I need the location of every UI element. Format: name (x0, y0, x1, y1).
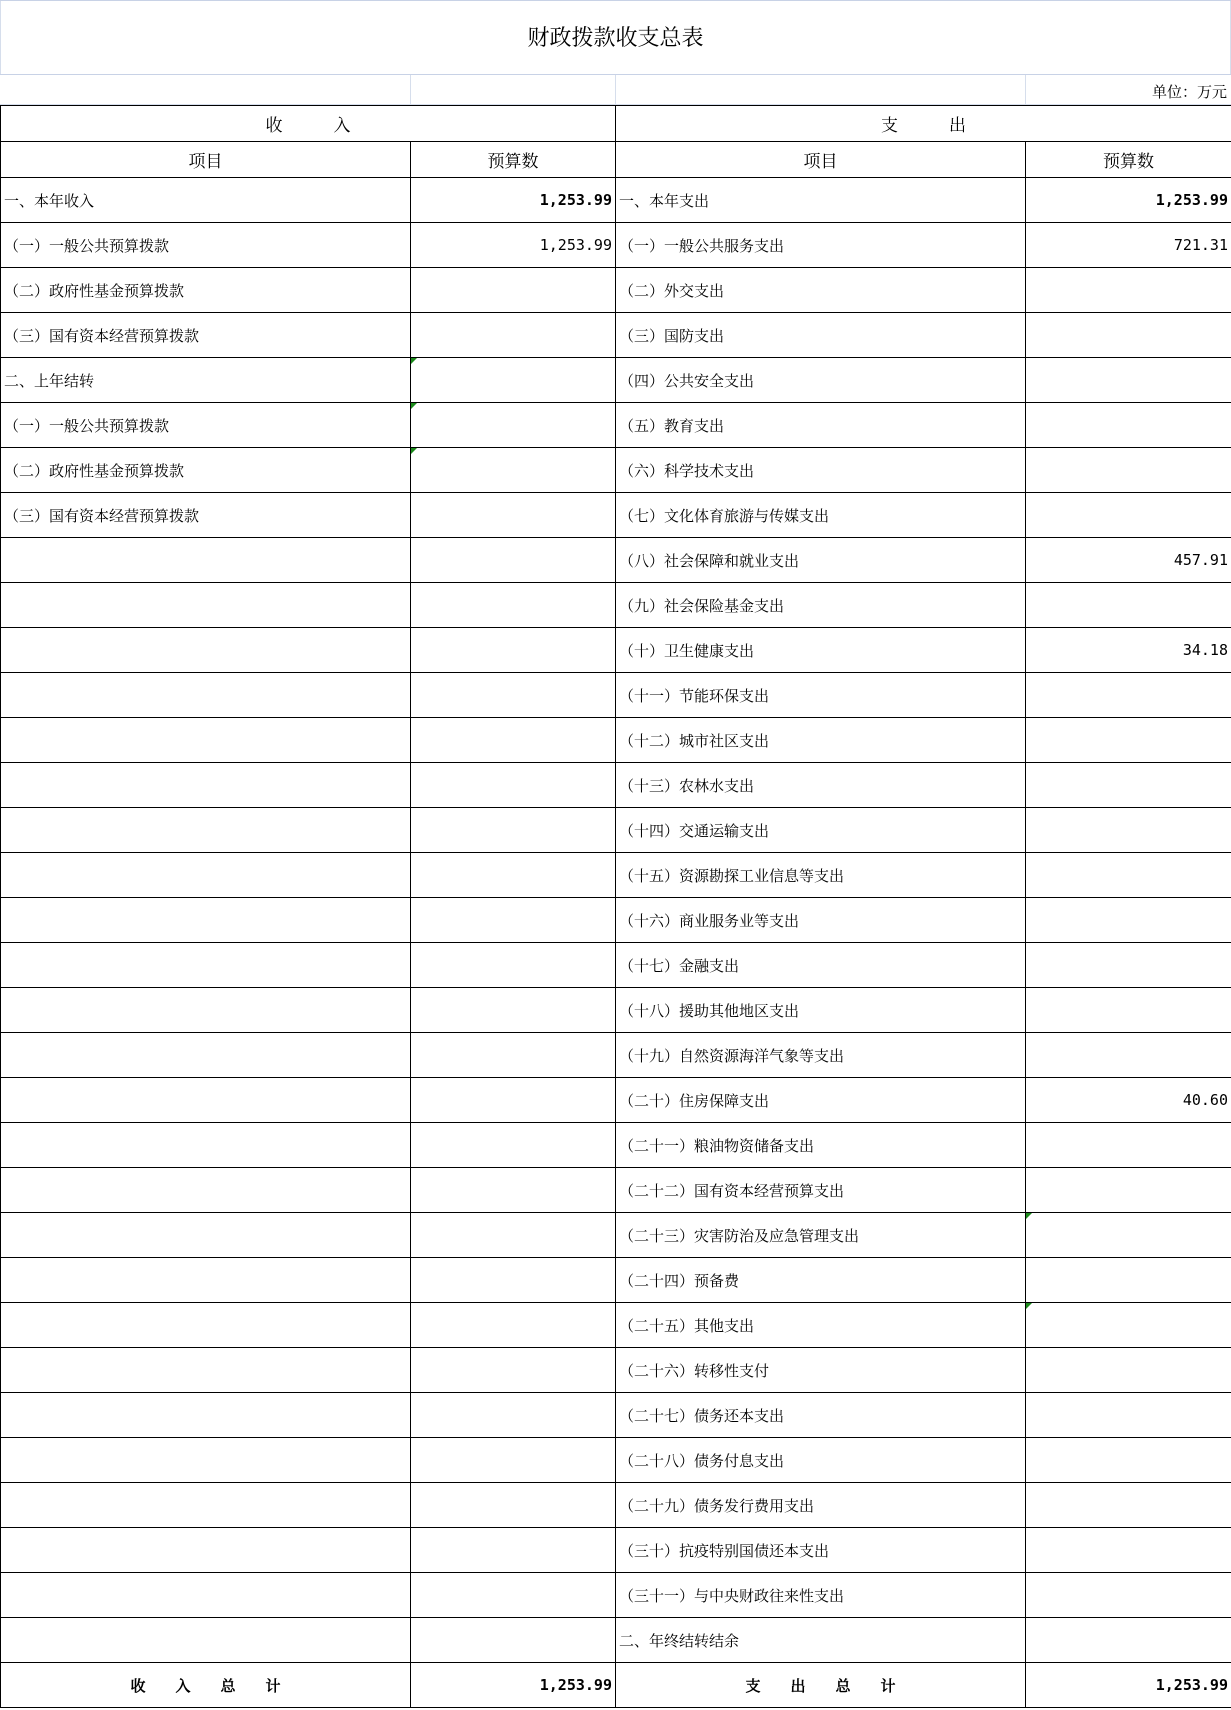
income-item-cell[interactable] (1, 718, 411, 763)
income-amount-cell[interactable] (411, 223, 616, 268)
expense-item-cell[interactable] (616, 268, 1026, 313)
income-amount-cell[interactable] (411, 628, 616, 673)
budget-table (0, 105, 1231, 1708)
table-row (1, 988, 1231, 1033)
expense-amount-cell[interactable] (1026, 1303, 1231, 1348)
expense-item-cell-text: （四）公共安全支出 (619, 371, 755, 390)
expense-item-cell[interactable] (616, 943, 1026, 988)
table-row (1, 808, 1231, 853)
expense-amount-cell[interactable] (1026, 1483, 1231, 1528)
expense-item-cell-text: （十）卫生健康支出 (619, 641, 755, 660)
income-amount-cell[interactable] (411, 1438, 616, 1483)
expense-item-cell-text: （二十四）预备费 (619, 1271, 740, 1290)
income-item-cell[interactable] (1, 1573, 411, 1618)
totals-row (1, 1663, 1231, 1708)
income-item-cell[interactable] (1, 988, 411, 1033)
expense-item-cell-text: （二十二）国有资本经营预算支出 (619, 1181, 845, 1200)
expense-item-cell[interactable] (616, 1438, 1026, 1483)
cell-comment-marker (1026, 1303, 1032, 1309)
income-item-cell[interactable] (1, 1528, 411, 1573)
income-item-cell[interactable] (1, 538, 411, 583)
income-item-header[interactable]: 项目 (1, 142, 411, 178)
income-amount-cell[interactable] (411, 403, 616, 448)
expense-item-cell-text: （七）文化体育旅游与传媒支出 (619, 506, 830, 525)
income-item-cell[interactable] (1, 1483, 411, 1528)
expense-item-cell[interactable] (616, 358, 1026, 403)
table-row (1, 1348, 1231, 1393)
income-item-cell[interactable] (1, 898, 411, 943)
expense-item-cell[interactable] (616, 1168, 1026, 1213)
income-amount-cell[interactable] (411, 1258, 616, 1303)
expense-item-cell[interactable] (616, 808, 1026, 853)
expense-item-cell-text: （二十）住房保障支出 (619, 1091, 770, 1110)
table-row (1, 1033, 1231, 1078)
income-amount-cell[interactable] (411, 943, 616, 988)
expense-total-label[interactable]: 支 出 总 计 (616, 1663, 1026, 1708)
income-amount-cell[interactable] (411, 313, 616, 358)
income-item-cell-text: （三）国有资本经营预算拨款 (4, 506, 200, 525)
income-item-cell[interactable] (1, 1123, 411, 1168)
income-amount-cell[interactable] (411, 1303, 616, 1348)
income-amount-cell[interactable] (411, 1393, 616, 1438)
expense-item-cell-text: （三十）抗疫特别国债还本支出 (619, 1541, 830, 1560)
expense-item-cell[interactable] (616, 493, 1026, 538)
unit-row (0, 75, 1231, 105)
income-item-cell[interactable] (1, 1303, 411, 1348)
expense-item-cell[interactable] (616, 1483, 1026, 1528)
expense-item-cell-text: （六）科学技术支出 (619, 461, 755, 480)
income-item-cell[interactable] (1, 403, 411, 448)
expense-amount-cell[interactable] (1026, 808, 1231, 853)
income-amount-cell[interactable] (411, 493, 616, 538)
cell-comment-marker (411, 448, 417, 454)
income-item-cell[interactable] (1, 223, 411, 268)
expense-amount-cell-text: 457.91 (1173, 551, 1228, 569)
expense-item-cell-text: 一、本年支出 (619, 191, 710, 210)
expense-amount-cell[interactable] (1026, 178, 1231, 223)
table-row (1, 1393, 1231, 1438)
income-item-cell[interactable] (1, 808, 411, 853)
income-total-label[interactable]: 收 入 总 计 (1, 1663, 411, 1708)
expense-amount-cell[interactable] (1026, 1348, 1231, 1393)
income-item-cell-text: （二）政府性基金预算拨款 (4, 281, 185, 300)
table-row (1, 628, 1231, 673)
income-item-cell[interactable] (1, 583, 411, 628)
table-row (1, 1438, 1231, 1483)
table-row (1, 403, 1231, 448)
expense-item-cell[interactable] (616, 673, 1026, 718)
expense-item-cell[interactable] (616, 763, 1026, 808)
expense-amount-cell[interactable] (1026, 1438, 1231, 1483)
expense-amount-cell[interactable] (1026, 1573, 1231, 1618)
expense-item-cell-text: （十二）城市社区支出 (619, 731, 770, 750)
income-item-cell[interactable] (1, 1213, 411, 1258)
expense-amount-cell-text: 40.60 (1182, 1091, 1228, 1109)
expense-item-cell-text: （十四）交通运输支出 (619, 821, 770, 840)
table-row (1, 358, 1231, 403)
expense-amount-cell[interactable] (1026, 1258, 1231, 1303)
expense-item-cell-text: （五）教育支出 (619, 416, 725, 435)
expense-item-cell[interactable] (616, 1123, 1026, 1168)
income-amount-cell-text: 1,253.99 (539, 191, 612, 209)
income-amount-cell[interactable] (411, 268, 616, 313)
income-item-cell[interactable] (1, 853, 411, 898)
expense-item-cell[interactable] (616, 178, 1026, 223)
table-row (1, 223, 1231, 268)
expense-item-cell-text: （十九）自然资源海洋气象等支出 (619, 1046, 845, 1065)
expense-item-cell-text: （二十七）债务还本支出 (619, 1406, 785, 1425)
cell-comment-marker (411, 403, 417, 409)
income-amount-cell[interactable] (411, 1033, 616, 1078)
expense-item-cell-text: （十一）节能环保支出 (619, 686, 770, 705)
expense-item-cell[interactable] (616, 583, 1026, 628)
table-row (1, 1078, 1231, 1123)
expense-amount-cell[interactable] (1026, 313, 1231, 358)
expense-amount-cell-text: 721.31 (1173, 236, 1228, 254)
expense-amount-cell[interactable] (1026, 448, 1231, 493)
expense-amount-cell[interactable] (1026, 1528, 1231, 1573)
income-item-cell[interactable] (1, 1348, 411, 1393)
expense-item-cell[interactable] (616, 223, 1026, 268)
income-item-cell[interactable] (1, 1033, 411, 1078)
page-title: 财政拨款收支总表 (527, 26, 704, 51)
income-amount-cell[interactable] (411, 1213, 616, 1258)
expense-item-cell[interactable] (616, 1573, 1026, 1618)
table-row (1, 943, 1231, 988)
expense-item-cell-text: （二）外交支出 (619, 281, 725, 300)
expense-item-cell[interactable] (616, 1618, 1026, 1663)
income-amount-cell-text: 1,253.99 (539, 236, 612, 254)
column-header-row (1, 142, 1231, 178)
table-row (1, 448, 1231, 493)
expense-item-cell-text: （二十八）债务付息支出 (619, 1451, 785, 1470)
expense-item-cell[interactable] (616, 1213, 1026, 1258)
income-section-header[interactable]: 收 入 (1, 106, 616, 142)
table-row (1, 178, 1231, 223)
expense-amount-cell[interactable] (1026, 1168, 1231, 1213)
income-item-cell[interactable] (1, 313, 411, 358)
expense-amount-cell[interactable] (1026, 1123, 1231, 1168)
expense-amount-cell[interactable] (1026, 403, 1231, 448)
table-row (1, 493, 1231, 538)
expense-item-cell[interactable] (616, 628, 1026, 673)
table-row (1, 898, 1231, 943)
income-item-cell-text: 二、上年结转 (4, 371, 95, 390)
income-amount-cell[interactable] (411, 1573, 616, 1618)
expense-amount-cell[interactable] (1026, 493, 1231, 538)
expense-item-cell[interactable] (616, 313, 1026, 358)
income-item-cell[interactable] (1, 1168, 411, 1213)
income-amount-cell[interactable] (411, 898, 616, 943)
expense-amount-cell[interactable] (1026, 1078, 1231, 1123)
expense-item-cell-text: （二十五）其他支出 (619, 1316, 755, 1335)
income-amount-cell[interactable] (411, 673, 616, 718)
expense-item-cell[interactable] (616, 1393, 1026, 1438)
income-amount-cell[interactable] (411, 583, 616, 628)
cell-comment-marker (1026, 1213, 1032, 1219)
income-item-cell[interactable] (1, 673, 411, 718)
table-row (1, 1213, 1231, 1258)
income-item-cell-text: （二）政府性基金预算拨款 (4, 461, 185, 480)
expense-item-cell[interactable] (616, 1303, 1026, 1348)
income-amount-cell[interactable] (411, 1528, 616, 1573)
expense-item-cell[interactable] (616, 1078, 1026, 1123)
expense-section-header[interactable]: 支 出 (616, 106, 1231, 142)
income-amount-cell[interactable] (411, 1123, 616, 1168)
income-item-cell[interactable] (1, 628, 411, 673)
expense-amount-cell[interactable] (1026, 853, 1231, 898)
income-item-cell[interactable] (1, 943, 411, 988)
income-item-cell-text: （三）国有资本经营预算拨款 (4, 326, 200, 345)
table-row (1, 1258, 1231, 1303)
expense-item-cell-text: （十八）援助其他地区支出 (619, 1001, 800, 1020)
expense-amount-cell[interactable] (1026, 358, 1231, 403)
expense-item-cell-text: （一）一般公共服务支出 (619, 236, 785, 255)
income-item-cell[interactable] (1, 1618, 411, 1663)
expense-item-cell[interactable] (616, 988, 1026, 1033)
expense-amount-cell[interactable] (1026, 1393, 1231, 1438)
income-amount-cell[interactable] (411, 1618, 616, 1663)
expense-amount-cell[interactable] (1026, 1213, 1231, 1258)
income-amount-cell[interactable] (411, 448, 616, 493)
expense-amount-cell[interactable] (1026, 268, 1231, 313)
unit-label: 单位：万元 (1151, 83, 1227, 101)
table-row (1, 673, 1231, 718)
table-row (1, 1528, 1231, 1573)
expense-item-cell-text: （三）国防支出 (619, 326, 725, 345)
table-row (1, 1618, 1231, 1663)
table-row (1, 1168, 1231, 1213)
expense-amount-cell[interactable] (1026, 583, 1231, 628)
income-item-cell[interactable] (1, 268, 411, 313)
income-amount-cell[interactable] (411, 178, 616, 223)
expense-amount-cell[interactable] (1026, 223, 1231, 268)
expense-item-cell-text: （八）社会保障和就业支出 (619, 551, 800, 570)
expense-item-cell-text: （十六）商业服务业等支出 (619, 911, 800, 930)
income-total-amount[interactable]: 1,253.99 (411, 1663, 616, 1708)
table-row (1, 1483, 1231, 1528)
income-item-cell-text: 一、本年收入 (4, 191, 95, 210)
table-row (1, 1573, 1231, 1618)
expense-amount-cell-text: 34.18 (1182, 641, 1228, 659)
expense-item-cell[interactable] (616, 853, 1026, 898)
expense-item-cell[interactable] (616, 1258, 1026, 1303)
income-amount-cell[interactable] (411, 1483, 616, 1528)
expense-item-cell[interactable] (616, 403, 1026, 448)
expense-item-cell-text: （三十一）与中央财政往来性支出 (619, 1586, 845, 1605)
expense-item-cell[interactable] (616, 1528, 1026, 1573)
income-amount-cell[interactable] (411, 1348, 616, 1393)
income-amount-cell[interactable] (411, 853, 616, 898)
cell-comment-marker (411, 358, 417, 364)
income-amount-cell[interactable] (411, 358, 616, 403)
expense-amount-cell[interactable] (1026, 988, 1231, 1033)
table-row (1, 1303, 1231, 1348)
table-row (1, 268, 1231, 313)
expense-item-cell-text: （二十三）灾害防治及应急管理支出 (619, 1226, 860, 1245)
expense-item-cell-text: （二十六）转移性支付 (619, 1361, 770, 1380)
expense-item-cell[interactable] (616, 448, 1026, 493)
table-row (1, 718, 1231, 763)
income-amount-cell[interactable] (411, 988, 616, 1033)
income-item-cell[interactable] (1, 178, 411, 223)
expense-item-cell-text: （十五）资源勘探工业信息等支出 (619, 866, 845, 885)
expense-amount-cell[interactable] (1026, 898, 1231, 943)
table-row (1, 313, 1231, 358)
expense-item-cell-text: （二十一）粮油物资储备支出 (619, 1136, 815, 1155)
income-item-cell-text: （一）一般公共预算拨款 (4, 416, 170, 435)
table-row (1, 1123, 1231, 1168)
expense-item-cell[interactable] (616, 718, 1026, 763)
expense-item-header[interactable]: 项目 (616, 142, 1026, 178)
expense-amount-cell[interactable] (1026, 763, 1231, 808)
income-amount-cell[interactable] (411, 1168, 616, 1213)
income-amount-header[interactable]: 预算数 (411, 142, 616, 178)
income-item-cell[interactable] (1, 1438, 411, 1483)
expense-item-cell-text: 二、年终结转结余 (619, 1631, 740, 1650)
income-item-cell[interactable] (1, 493, 411, 538)
income-amount-cell[interactable] (411, 538, 616, 583)
expense-amount-cell[interactable] (1026, 1033, 1231, 1078)
table-row (1, 853, 1231, 898)
income-amount-cell[interactable] (411, 763, 616, 808)
expense-amount-cell[interactable] (1026, 538, 1231, 583)
expense-amount-cell[interactable] (1026, 628, 1231, 673)
income-amount-cell[interactable] (411, 718, 616, 763)
expense-item-cell[interactable] (616, 1033, 1026, 1078)
income-amount-cell[interactable] (411, 1078, 616, 1123)
income-item-cell[interactable] (1, 448, 411, 493)
section-header-row (1, 106, 1231, 142)
expense-item-cell[interactable] (616, 1348, 1026, 1393)
expense-amount-cell-text: 1,253.99 (1155, 191, 1228, 209)
income-amount-cell[interactable] (411, 808, 616, 853)
expense-item-cell-text: （十三）农林水支出 (619, 776, 755, 795)
expense-amount-header[interactable]: 预算数 (1026, 142, 1231, 178)
expense-item-cell-text: （九）社会保险基金支出 (619, 596, 785, 615)
income-item-cell[interactable] (1, 763, 411, 808)
expense-amount-cell[interactable] (1026, 1618, 1231, 1663)
table-row (1, 763, 1231, 808)
expense-item-cell[interactable] (616, 538, 1026, 583)
expense-total-amount[interactable]: 1,253.99 (1026, 1663, 1231, 1708)
expense-amount-cell[interactable] (1026, 943, 1231, 988)
expense-item-cell[interactable] (616, 898, 1026, 943)
income-item-cell[interactable] (1, 1393, 411, 1438)
expense-amount-cell[interactable] (1026, 718, 1231, 763)
expense-item-cell-text: （十七）金融支出 (619, 956, 740, 975)
income-item-cell[interactable] (1, 358, 411, 403)
table-row (1, 538, 1231, 583)
income-item-cell[interactable] (1, 1078, 411, 1123)
expense-amount-cell[interactable] (1026, 673, 1231, 718)
income-item-cell[interactable] (1, 1258, 411, 1303)
income-item-cell-text: （一）一般公共预算拨款 (4, 236, 170, 255)
expense-item-cell-text: （二十九）债务发行费用支出 (619, 1496, 815, 1515)
table-row (1, 583, 1231, 628)
